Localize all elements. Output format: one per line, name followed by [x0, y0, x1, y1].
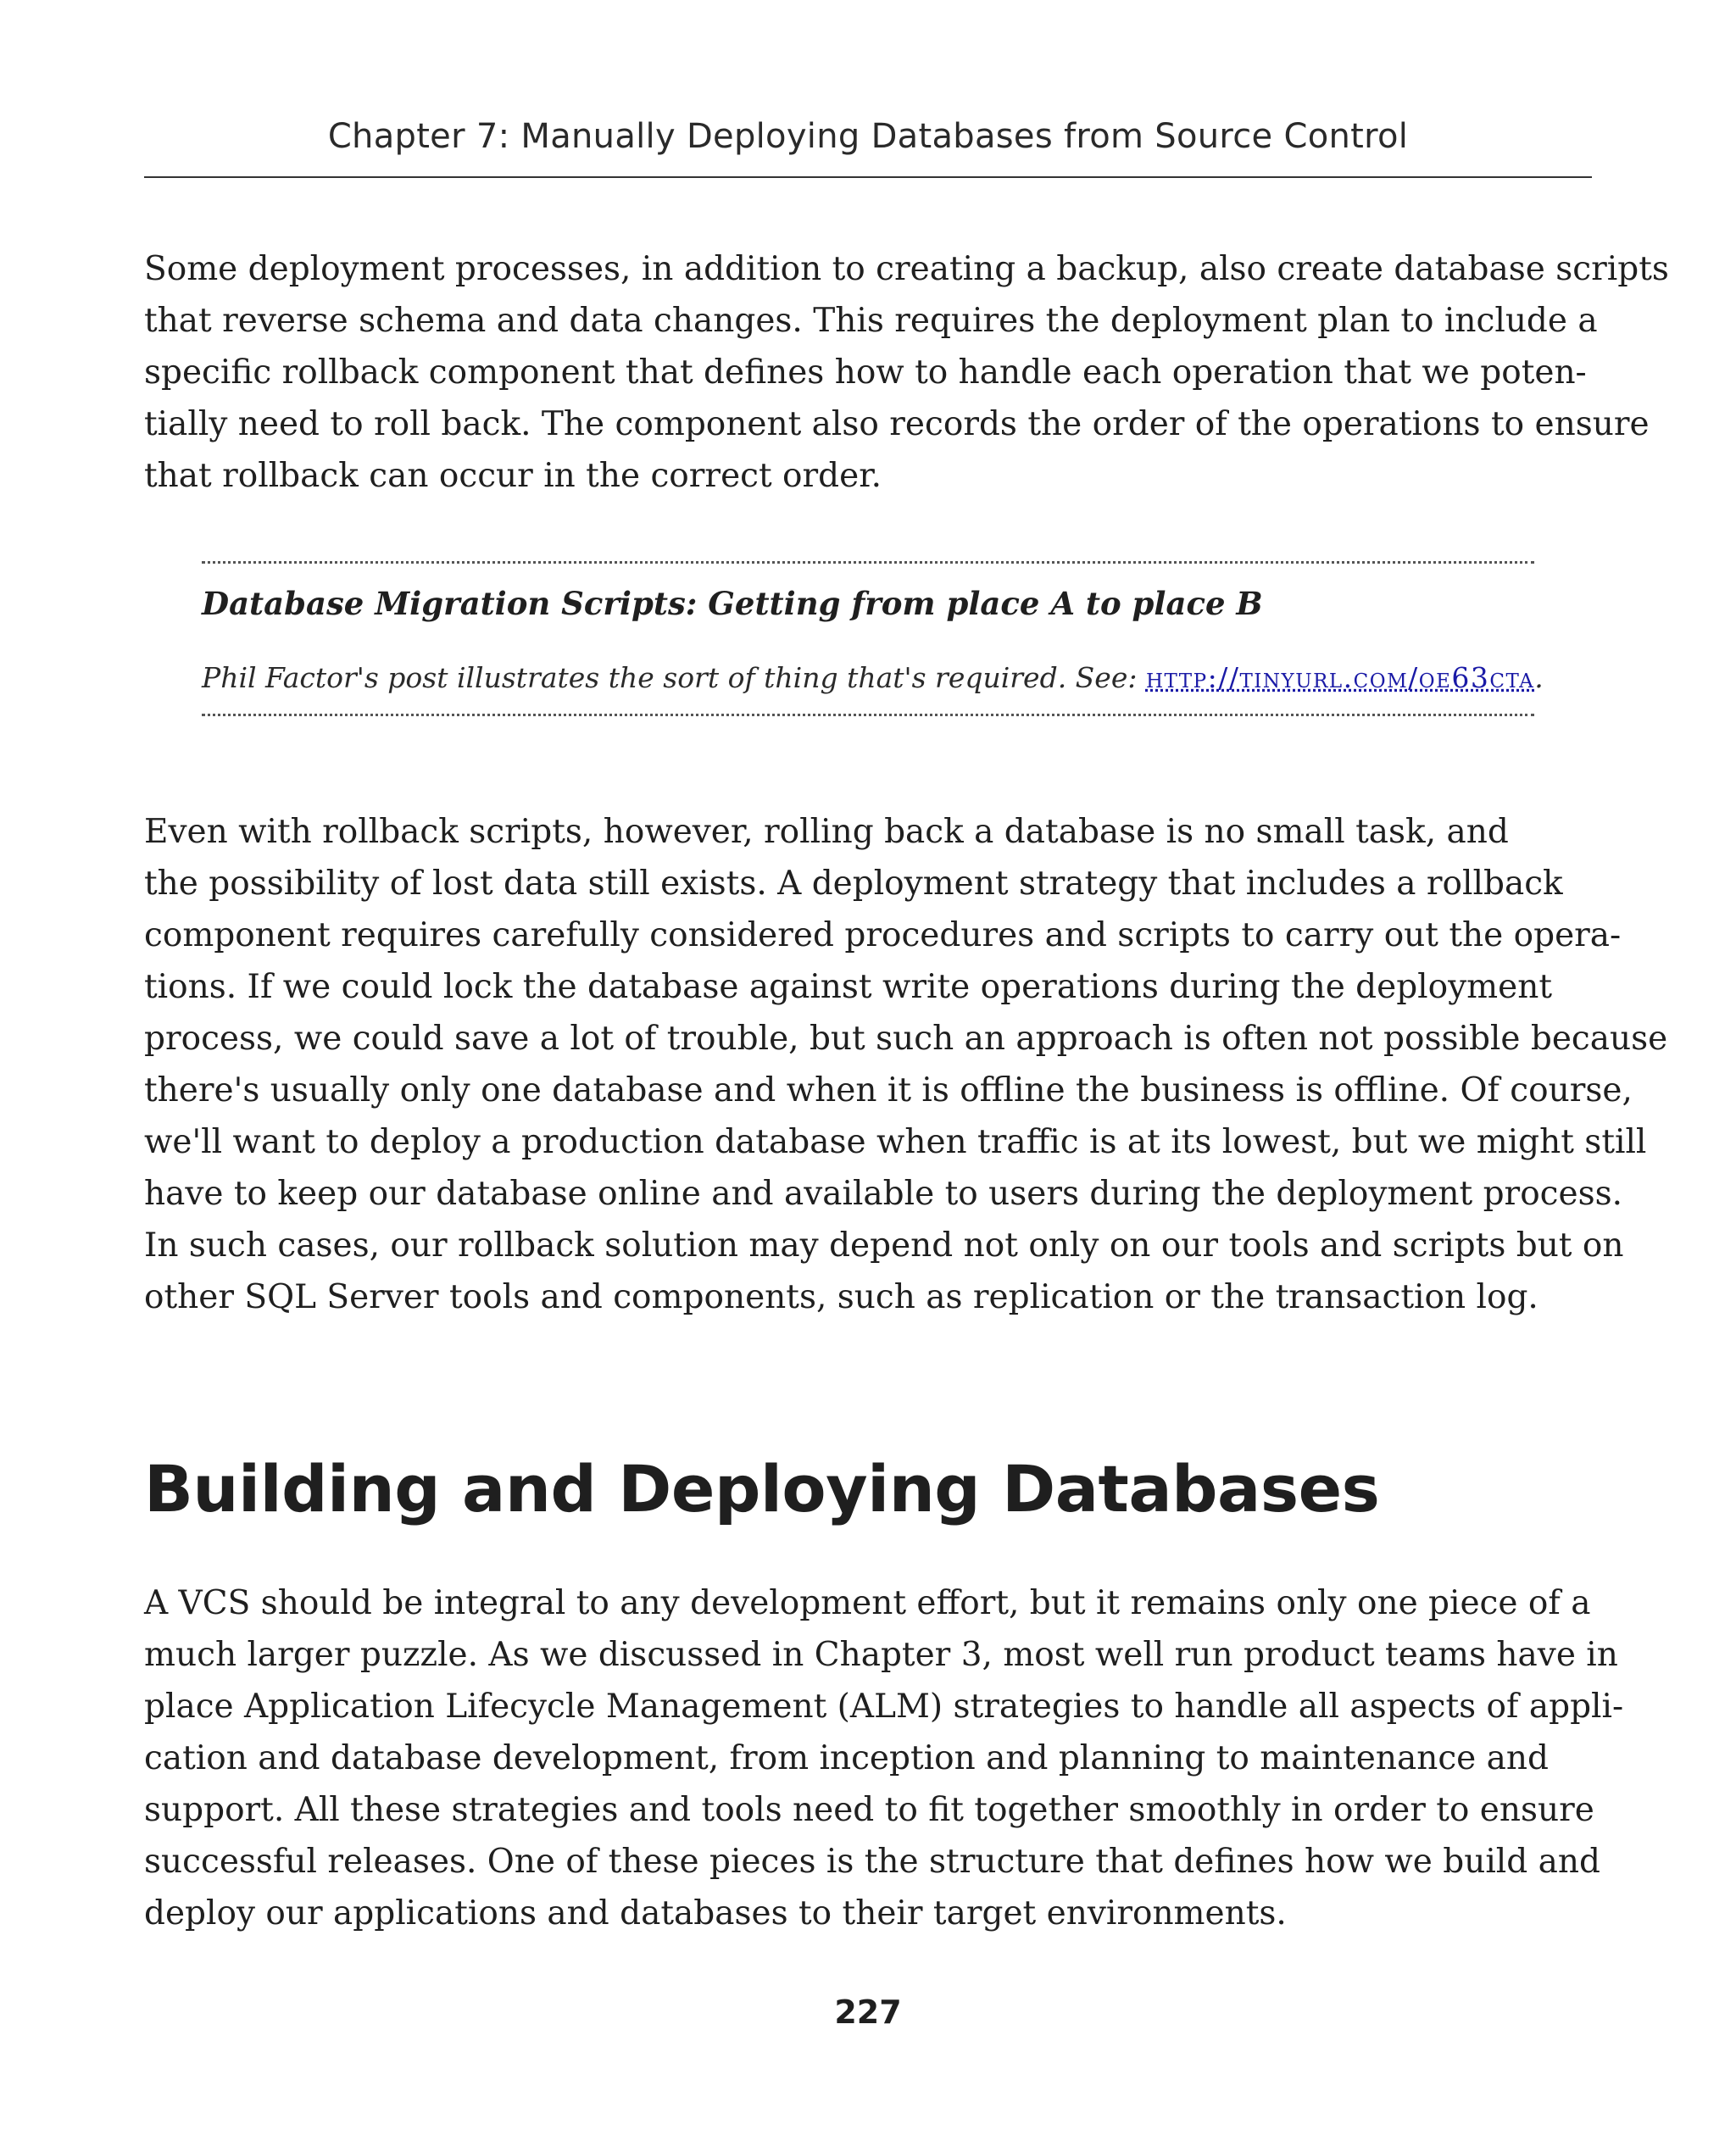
paragraph-line: Even with rollback scripts, however, rolling back a database is no small task, and [144, 813, 1509, 851]
paragraph-line: place Application Lifecycle Management (ALM) strategies to handle all aspects of appli- [144, 1688, 1624, 1726]
sidebar-bottom-divider [202, 714, 1534, 716]
paragraph-line: In such cases, our rollback solution may depend not only on our tools and scripts but on [144, 1226, 1624, 1265]
paragraph-line: process, we could save a lot of trouble, but such an approach is often not possible because [144, 1020, 1668, 1058]
paragraph-line: specific rollback component that defines how to handle each operation that we poten- [144, 353, 1587, 392]
paragraph-line: deploy our applications and databases to their target environments. [144, 1894, 1287, 1932]
sidebar-body-text: Phil Factor's post illustrates the sort of thing that's required. See: [202, 661, 1146, 694]
paragraph-line: other SQL Server tools and components, such as replication or the transaction log. [144, 1278, 1538, 1316]
paragraph-rollback-scripts [144, 243, 1669, 502]
paragraph-line: have to keep our database online and available to users during the deployment process. [144, 1175, 1623, 1213]
paragraph-line: that rollback can occur in the correct order. [144, 457, 882, 495]
paragraph-line: component requires carefully considered procedures and scripts to carry out the opera- [144, 916, 1622, 954]
paragraph-line: successful releases. One of these pieces is the structure that defines how we build and [144, 1843, 1600, 1881]
paragraph-line: that reverse schema and data changes. This requires the deployment plan to include a [144, 302, 1598, 340]
paragraph-line: we'll want to deploy a production database when traffic is at its lowest, but we might still [144, 1123, 1647, 1161]
header-rule [144, 176, 1592, 178]
paragraph-line: A VCS should be integral to any development effort, but it remains only one piece of a [144, 1584, 1591, 1622]
sidebar-top-divider [202, 561, 1534, 564]
page-number: 227 [834, 1994, 902, 2031]
running-header: Chapter 7: Manually Deploying Databases from Source Control [327, 117, 1409, 156]
paragraph-line: cation and database development, from inception and planning to maintenance and [144, 1739, 1549, 1777]
paragraph-rollback-difficulty [144, 806, 1668, 1323]
paragraph-line: there's usually only one database and when it is offline the business is offline. Of course, [144, 1071, 1633, 1109]
paragraph-line: much larger puzzle. As we discussed in Chapter 3, most well run product teams have in [144, 1636, 1618, 1674]
paragraph-line: support. All these strategies and tools need to fit together smoothly in order to ensure [144, 1791, 1594, 1829]
sidebar-body [202, 661, 1544, 694]
sidebar-trailing: . [1534, 661, 1544, 694]
paragraph-line: tions. If we could lock the database against write operations during the deployment [144, 968, 1553, 1006]
paragraph-vcs-alm [144, 1577, 1624, 1939]
sidebar-title: Database Migration Scripts: Getting from place A to place B [202, 585, 1263, 622]
tinyurl-link[interactable]: http://tinyurl.com/oe63cta [1145, 661, 1535, 694]
paragraph-line: tially need to roll back. The component also records the order of the operations to ensure [144, 405, 1650, 443]
paragraph-line: Some deployment processes, in addition to creating a backup, also create database scripts [144, 250, 1669, 288]
paragraph-line: the possibility of lost data still exists. A deployment strategy that includes a rollback [144, 865, 1563, 903]
section-heading: Building and Deploying Databases [144, 1451, 1380, 1527]
sidebar-note [202, 561, 1544, 717]
